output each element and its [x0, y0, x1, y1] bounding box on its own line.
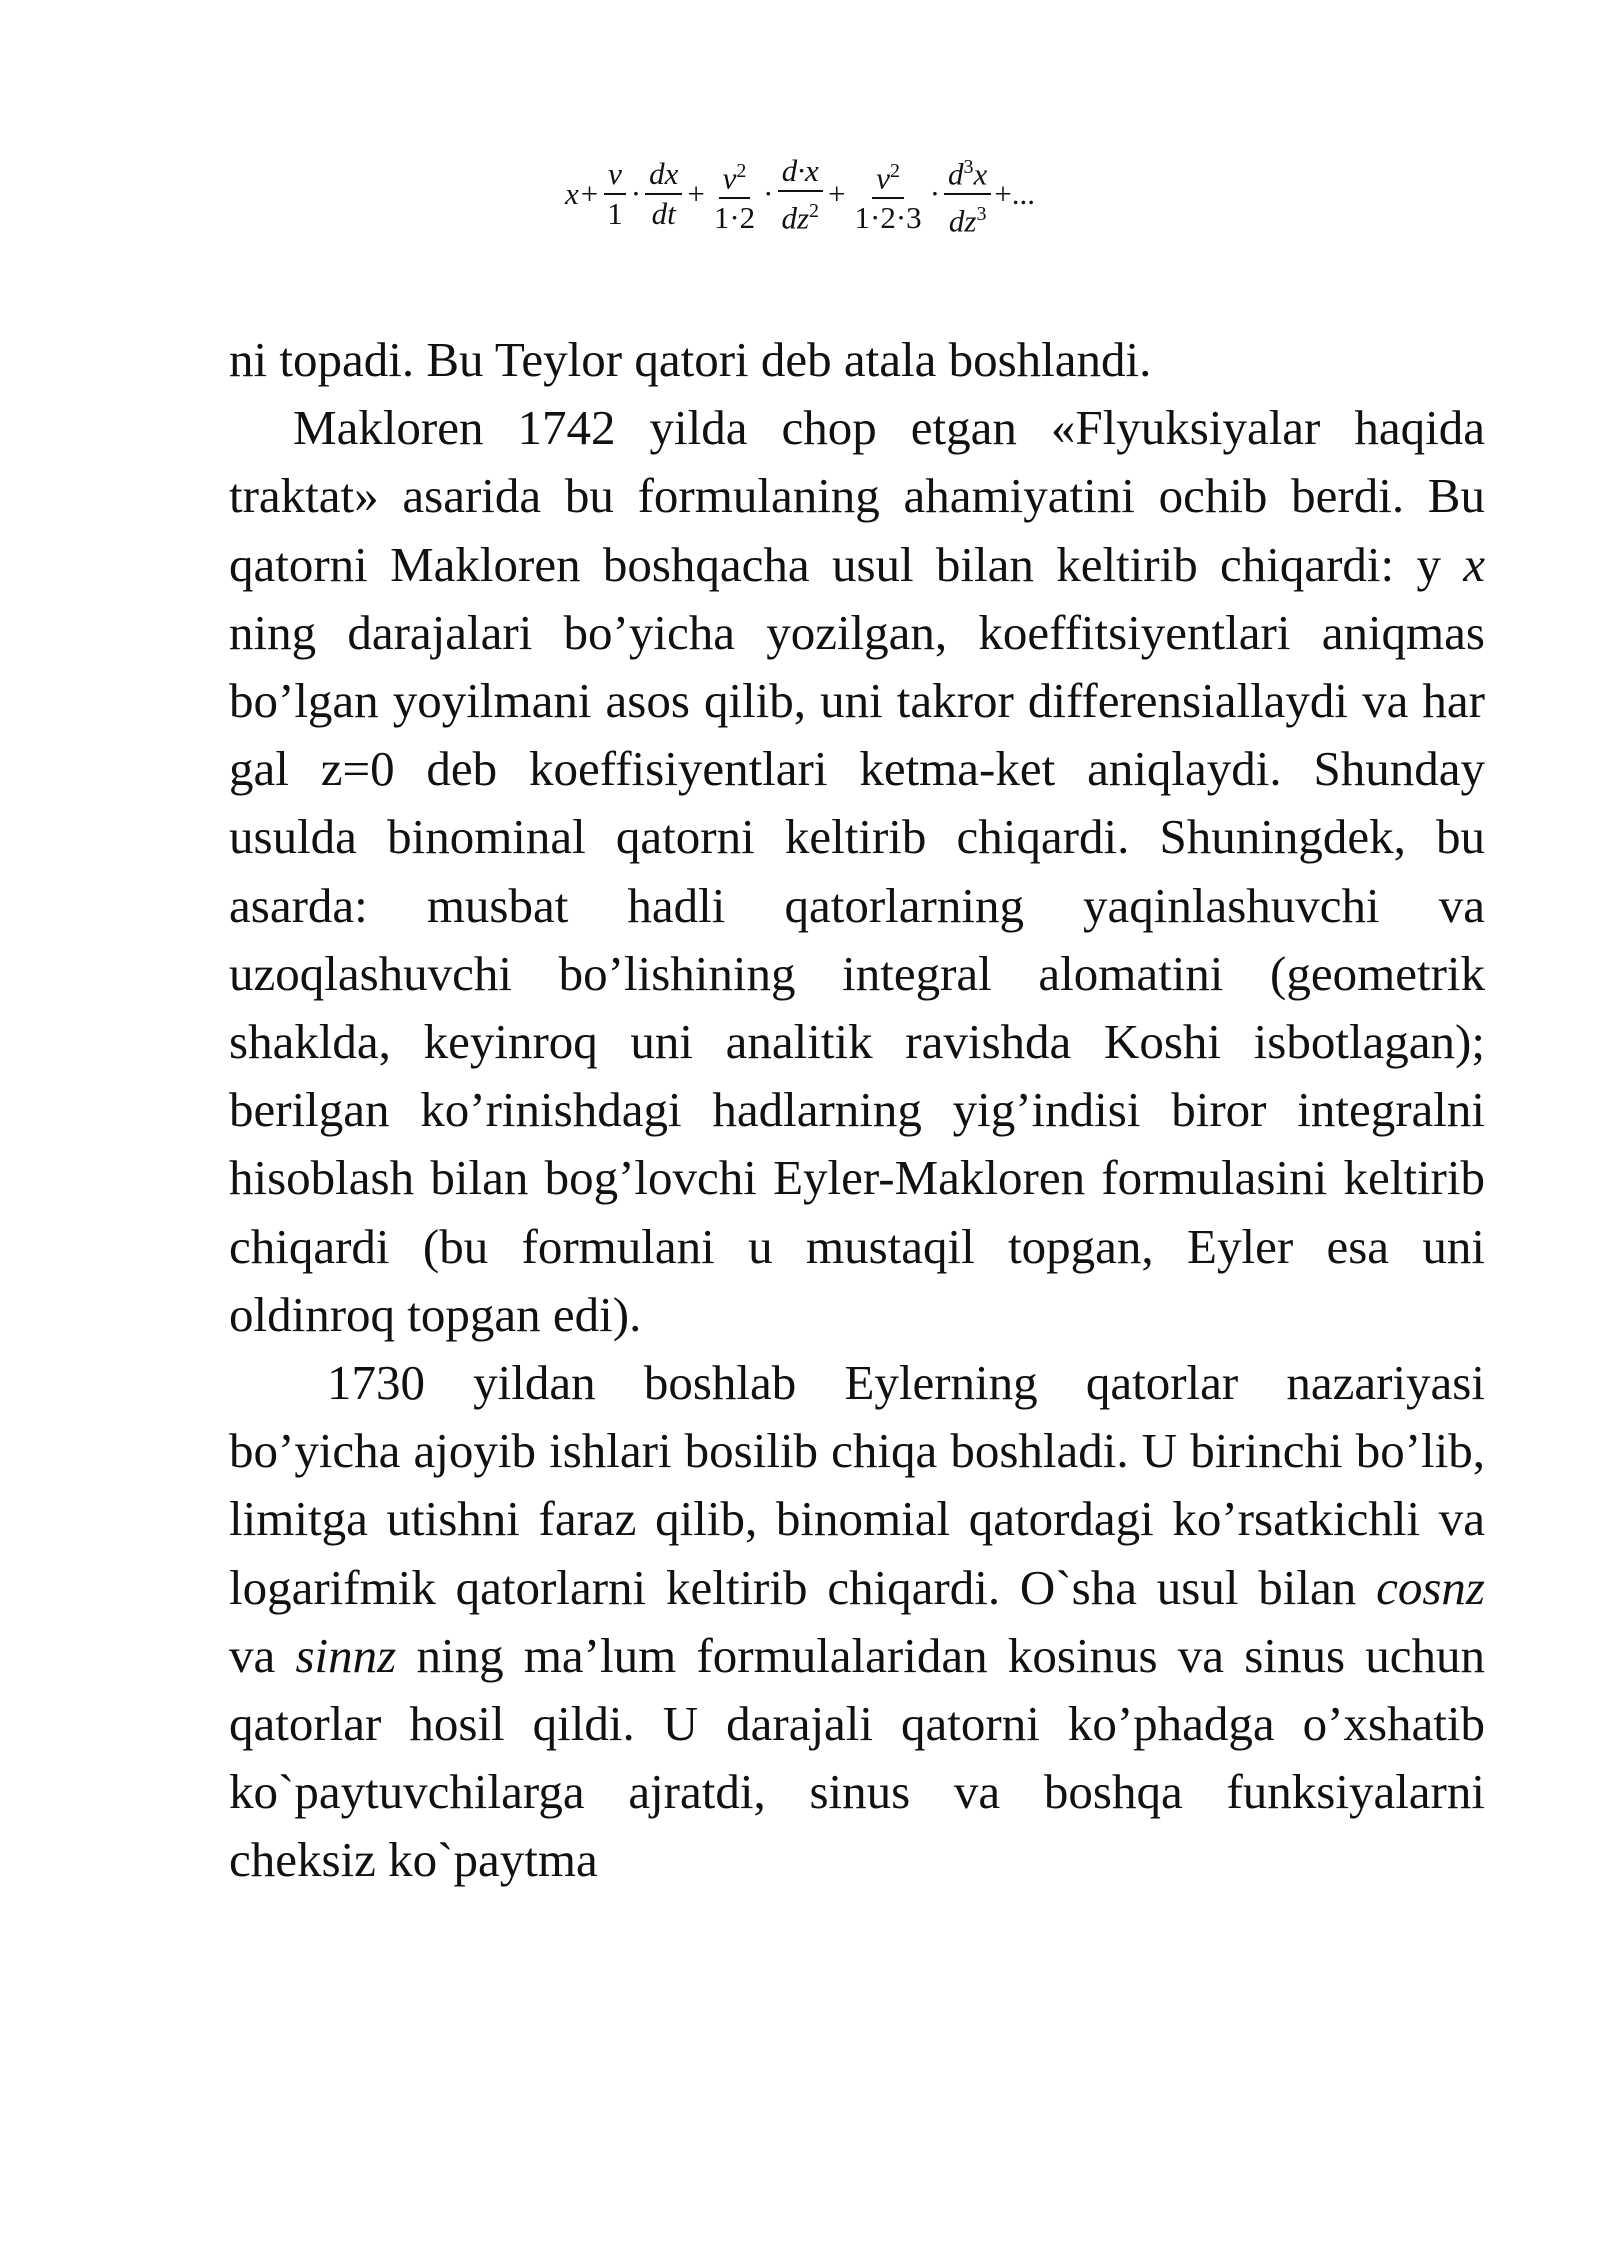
formula-x: x: [564, 176, 579, 212]
formula-fraction-1: $\frac{v}{1}$: [603, 157, 627, 231]
taylor-series-formula: x + $\frac{v}{1}$ · $\frac{dx}{dt}$ + $\frac{v^2}{1\cdot 2}$ · $\frac{d\cdot x}{dz^2}$ + $\frac{v^2}{1\cdot 2\cdot 3}$ · $\frac{d^3x}{dz^3}$ +...: [0, 150, 1600, 239]
formula-ellipsis: +...: [994, 176, 1036, 212]
formula-fraction-6: $\frac{d^3x}{dz^3}$: [944, 150, 991, 239]
body-text: [229, 326, 1485, 1895]
formula-fraction-2: $\frac{dx}{dt}$: [645, 157, 682, 231]
formula-plus: +: [687, 176, 705, 212]
formula-plus: +: [828, 176, 846, 212]
paragraph-3: 1730 yildan boshlab Eylerning qatorlar nazariyasi bo’yicha ajoyib ishlari bosilib chiqa boshladi. U birinchi bo’lib, limitga utishni faraz qilib, binomial qatordagi ko’rsatkichli va logarifmik qatorlarni keltirib chiqardi. O`sha usul bilan cosnz va sinnz ning ma’lum formulalaridan kosinus va sinus uchun qatorlar hosil qildi. U darajali qatorni ko’phadga o’xshatib ko`paytuvchilarga ajratdi, sinus va boshqa funksiyalarni cheksiz ko`paytma: [229, 1355, 1485, 1888]
paragraph-1: ni topadi. Bu Teylor qatori deb atala boshlandi.: [229, 332, 1152, 387]
formula-fraction-3: $\frac{v^2}{1\cdot 2}$: [710, 154, 759, 235]
formula-plus: +: [580, 176, 599, 212]
formula-fraction-5: $\frac{v^2}{1\cdot 2\cdot 3}$: [851, 154, 926, 235]
paragraph-2: Makloren 1742 yilda chop etgan «Flyuksiyalar haqida traktat» asarida bu formulaning ahamiyatini ochib berdi. Bu qatorni Makloren boshqacha usul bilan keltirib chiqardi: y x ning darajalari bo’yicha yozilgan, koeffitsiyentlari aniqmas bo’lgan yoyilmani asos qilib, uni takror differensiallaydi va har gal z=0 deb koeffisiyentlari ketma-ket aniqlaydi. Shunday usulda binominal qatorni keltirib chiqardi. Shuningdek, bu asarda: musbat hadli qatorlarning yaqinlashuvchi va uzoqlashuvchi bo’lishining integral alomatini (geometrik shaklda, keyinroq uni analitik ravishda Koshi isbotlagan); berilgan ko’rinishdagi hadlarning yig’indisi biror integralni hisoblash bilan bog’lovchi Eyler-Makloren formulasini keltirib chiqardi (bu formulani u mustaqil topgan, Eyler esa uni oldinroq topgan edi).: [229, 400, 1485, 1342]
formula-fraction-4: $\frac{d\cdot x}{dz^2}$: [777, 154, 823, 235]
